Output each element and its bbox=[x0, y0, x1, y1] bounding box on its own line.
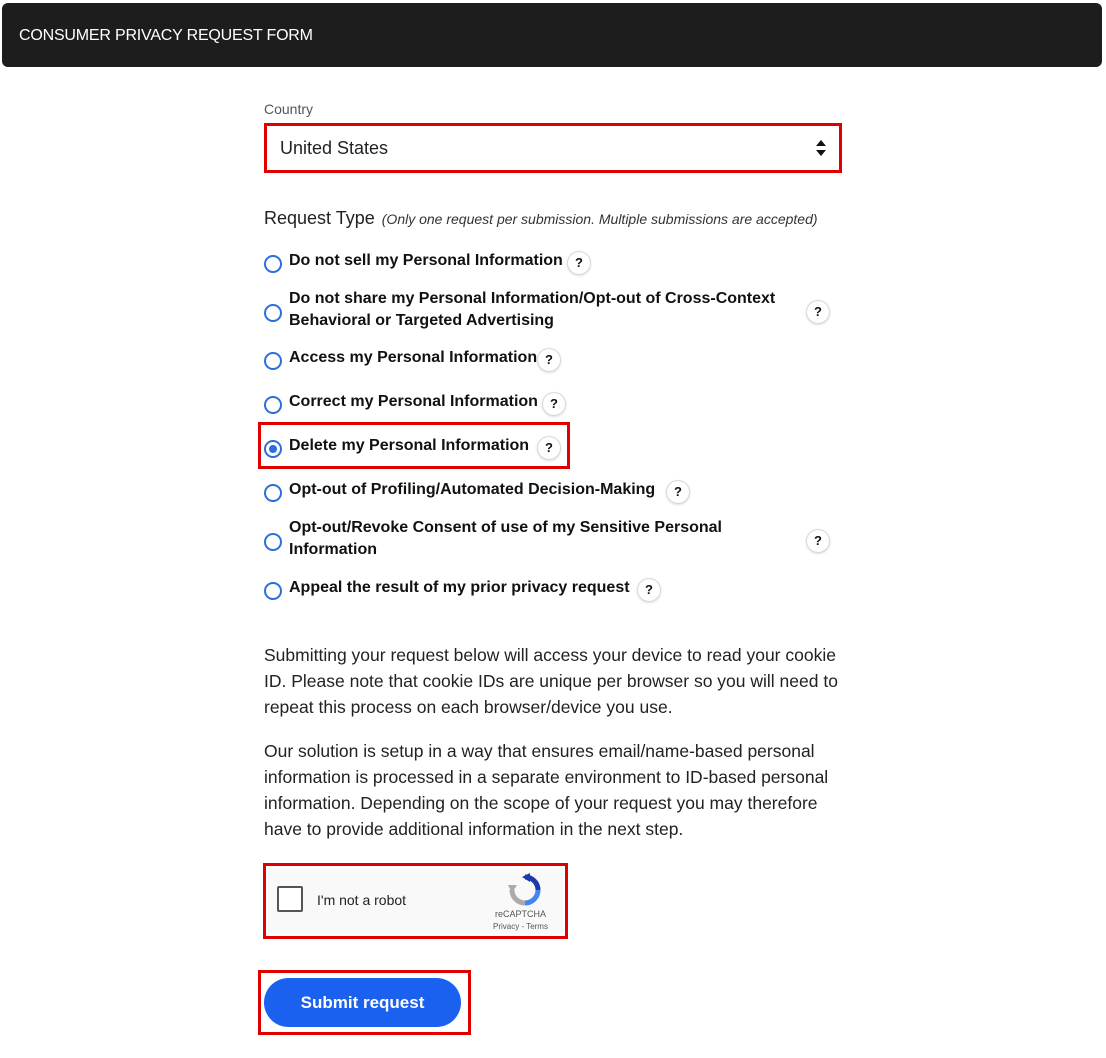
option-label: Appeal the result of my prior privacy request bbox=[289, 579, 630, 596]
radio-do-not-share[interactable] bbox=[264, 304, 282, 322]
option-label: Do not share my Personal Information/Opt-out of Cross-Context Behavioral or Targeted Advertising bbox=[289, 290, 776, 329]
recaptcha-widget bbox=[268, 868, 563, 934]
help-icon[interactable]: ? bbox=[638, 579, 660, 601]
request-type-title: Request Type bbox=[264, 208, 375, 228]
radio-access[interactable] bbox=[264, 352, 282, 370]
help-icon[interactable]: ? bbox=[538, 437, 560, 459]
option-access[interactable] bbox=[264, 349, 834, 371]
select-arrows-icon bbox=[816, 139, 826, 157]
option-label: Opt-out of Profiling/Automated Decision-Making bbox=[289, 481, 656, 498]
info-paragraph-environment: Our solution is setup in a way that ensures email/name-based personal information is processed in a separate environment to ID-based personal information. Depending on the scope of your request you may therefore have to provide additional information in the next step. bbox=[264, 741, 829, 839]
option-correct[interactable] bbox=[264, 393, 834, 415]
recaptcha-label: I'm not a robot bbox=[317, 892, 407, 908]
info-paragraph-cookie: Submitting your request below will access your device to read your cookie ID. Please note that cookie IDs are unique per browser so you will need to repeat this process on each browser/device you use. bbox=[264, 645, 838, 717]
radio-correct[interactable] bbox=[264, 396, 282, 414]
option-label: Opt-out/Revoke Consent of use of my Sensitive Personal Information bbox=[289, 519, 722, 558]
option-label: Correct my Personal Information bbox=[289, 393, 538, 410]
help-icon[interactable]: ? bbox=[807, 530, 829, 552]
option-label: Do not sell my Personal Information bbox=[289, 252, 563, 269]
option-label: Access my Personal Information bbox=[289, 349, 538, 366]
country-label: Country bbox=[264, 101, 314, 117]
radio-delete[interactable] bbox=[264, 440, 282, 458]
recaptcha-logo-icon bbox=[508, 873, 542, 907]
recaptcha-privacy-terms[interactable]: Privacy - Terms bbox=[493, 922, 548, 931]
help-icon[interactable]: ? bbox=[568, 252, 590, 274]
help-icon[interactable]: ? bbox=[667, 481, 689, 503]
country-select-value: United States bbox=[280, 138, 389, 158]
option-revoke-consent[interactable] bbox=[264, 517, 834, 563]
help-icon[interactable]: ? bbox=[807, 301, 829, 323]
option-delete[interactable] bbox=[264, 437, 834, 459]
help-icon[interactable]: ? bbox=[543, 393, 565, 415]
option-appeal[interactable] bbox=[264, 579, 834, 601]
option-label: Delete my Personal Information bbox=[289, 437, 530, 454]
radio-do-not-sell[interactable] bbox=[264, 255, 282, 273]
recaptcha-brand: reCAPTCHA bbox=[495, 909, 547, 919]
option-opt-out-profiling[interactable] bbox=[264, 481, 834, 503]
radio-revoke-consent[interactable] bbox=[264, 533, 282, 551]
option-do-not-share[interactable] bbox=[264, 288, 834, 334]
country-select[interactable] bbox=[268, 127, 838, 169]
page-header bbox=[2, 3, 1102, 67]
header-title: CONSUMER PRIVACY REQUEST FORM bbox=[19, 27, 313, 44]
help-icon[interactable]: ? bbox=[538, 349, 560, 371]
option-do-not-sell[interactable] bbox=[264, 252, 834, 274]
submit-request-button[interactable]: Submit request bbox=[264, 978, 461, 1027]
radio-appeal[interactable] bbox=[264, 582, 282, 600]
radio-opt-out-profiling[interactable] bbox=[264, 484, 282, 502]
request-type-note: (Only one request per submission. Multiple submissions are accepted) bbox=[381, 211, 818, 227]
recaptcha-checkbox[interactable] bbox=[277, 886, 303, 912]
request-type-heading bbox=[264, 208, 818, 229]
